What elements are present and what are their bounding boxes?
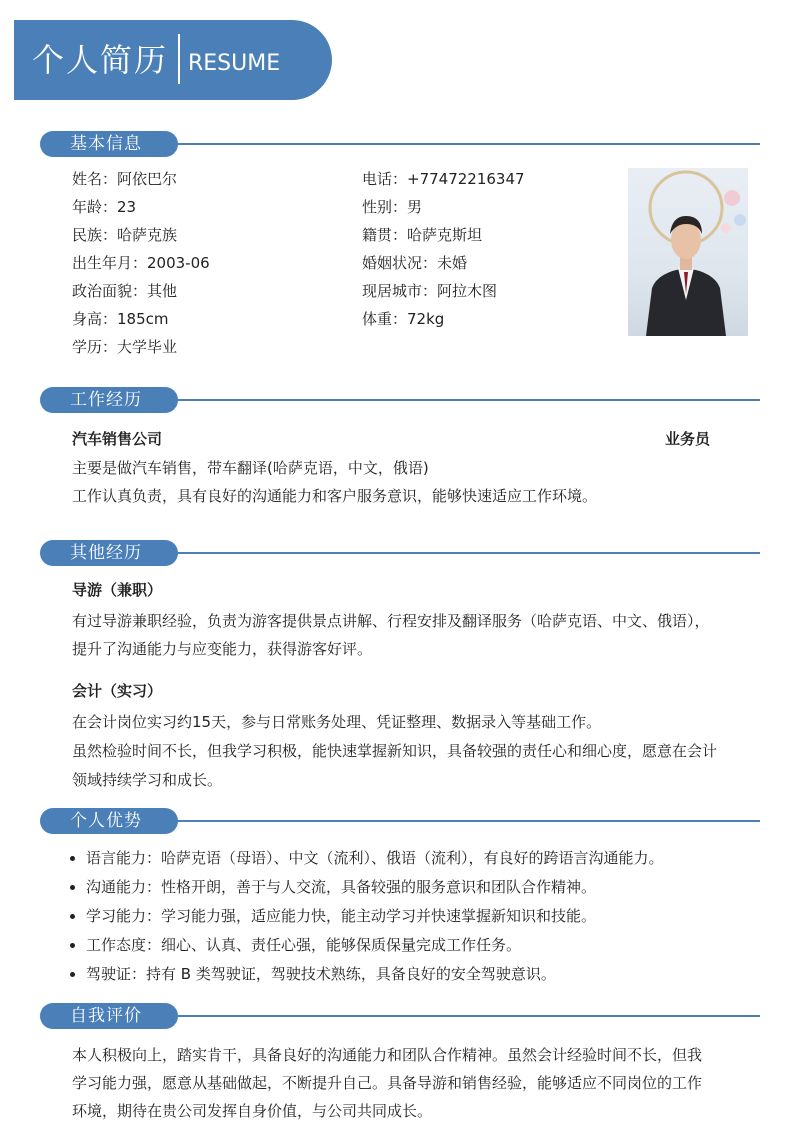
self-eval-line: 学习能力强，愿意从基础做起，不断提升自己。具备导游和销售经验，能够适应不同岗位的工作 xyxy=(72,1074,703,1092)
work-desc-line: 工作认真负责，具有良好的沟通能力和客户服务意识，能够快速适应工作环境。 xyxy=(72,487,598,505)
info-political-status: 政治面貌：其他 xyxy=(72,282,178,300)
person-portrait-icon xyxy=(628,168,748,336)
section-divider xyxy=(176,820,760,822)
section-header-other xyxy=(40,540,760,566)
section-title-work: 工作经历 xyxy=(40,387,178,413)
info-height: 身高：185cm xyxy=(72,310,169,328)
info-current-city: 现居城市：阿拉木图 xyxy=(362,282,498,300)
section-title-other: 其他经历 xyxy=(40,540,178,566)
section-title-self-evaluation: 自我评价 xyxy=(40,1003,178,1029)
info-name: 姓名：阿依巴尔 xyxy=(72,170,178,188)
other-account-line: 虽然检验时间不长，但我学习积极，能快速掌握新知识，具备较强的责任心和细心度，愿意在会计 xyxy=(72,742,718,760)
section-title-advantages: 个人优势 xyxy=(40,808,178,834)
bullet-icon xyxy=(70,885,75,890)
section-divider xyxy=(176,1015,760,1017)
section-title-basic-info: 基本信息 xyxy=(40,131,178,157)
bullet-icon xyxy=(70,972,75,977)
section-header-advantages xyxy=(40,808,760,834)
section-header-self-evaluation xyxy=(40,1003,760,1029)
info-education: 学历：大学毕业 xyxy=(72,338,178,356)
info-marital-status: 婚姻状况：未婚 xyxy=(362,254,468,272)
section-header-work xyxy=(40,387,760,413)
other-account-line: 领域持续学习和成长。 xyxy=(72,771,223,789)
other-account-line: 在会计岗位实习约15天，参与日常账务处理、凭证整理、数据录入等基础工作。 xyxy=(72,713,602,731)
other-guide-line: 有过导游兼职经验，负责为游客提供景点讲解、行程安排及翻译服务（哈萨克语、中文、俄语）， xyxy=(72,612,710,630)
resume-title: 个人简历 xyxy=(32,41,169,79)
work-company: 汽车销售公司 xyxy=(72,430,163,448)
advantage-item: 学习能力：学习能力强，适应能力快，能主动学习并快速掌握新知识和技能。 xyxy=(86,907,597,925)
bullet-icon xyxy=(70,914,75,919)
work-desc-line: 主要是做汽车销售，带车翻译(哈萨克语，中文，俄语) xyxy=(72,459,429,477)
info-native-place: 籍贯：哈萨克斯坦 xyxy=(362,226,483,244)
section-divider xyxy=(176,552,760,554)
info-weight: 体重：72kg xyxy=(362,310,445,328)
self-eval-line: 本人积极向上，踏实肯干，具备良好的沟通能力和团队合作精神。虽然会计经验时间不长，但我 xyxy=(72,1046,703,1064)
other-guide-line: 提升了沟通能力与应变能力，获得游客好评。 xyxy=(72,640,373,658)
advantage-item: 沟通能力：性格开朗，善于与人交流，具备较强的服务意识和团队合作精神。 xyxy=(86,878,597,896)
other-account-title: 会计（实习） xyxy=(72,682,163,700)
advantage-item: 语言能力：哈萨克语（母语）、中文（流利）、俄语（流利），有良好的跨语言沟通能力。 xyxy=(86,849,664,867)
info-birth-date: 出生年月：2003-06 xyxy=(72,254,210,272)
profile-photo xyxy=(628,168,748,336)
section-header-basic-info xyxy=(40,131,760,157)
bullet-icon xyxy=(70,943,75,948)
advantage-item: 工作态度：细心、认真、责任心强，能够保质保量完成工作任务。 xyxy=(86,936,522,954)
header-divider xyxy=(178,34,180,84)
section-divider xyxy=(176,143,760,145)
work-position: 业务员 xyxy=(665,430,711,448)
other-guide-title: 导游（兼职） xyxy=(72,581,163,599)
section-divider xyxy=(176,399,760,401)
advantage-item: 驾驶证：持有 B 类驾驶证，驾驶技术熟练，具备良好的安全驾驶意识。 xyxy=(86,965,556,983)
resume-subtitle: RESUME xyxy=(188,51,281,76)
info-ethnicity: 民族：哈萨克族 xyxy=(72,226,178,244)
info-age: 年龄：23 xyxy=(72,198,137,216)
bullet-icon xyxy=(70,856,75,861)
self-eval-line: 环境，期待在贵公司发挥自身价值，与公司共同成长。 xyxy=(72,1102,433,1120)
info-gender: 性别：男 xyxy=(362,198,423,216)
info-phone: 电话：+77472216347 xyxy=(362,170,525,188)
